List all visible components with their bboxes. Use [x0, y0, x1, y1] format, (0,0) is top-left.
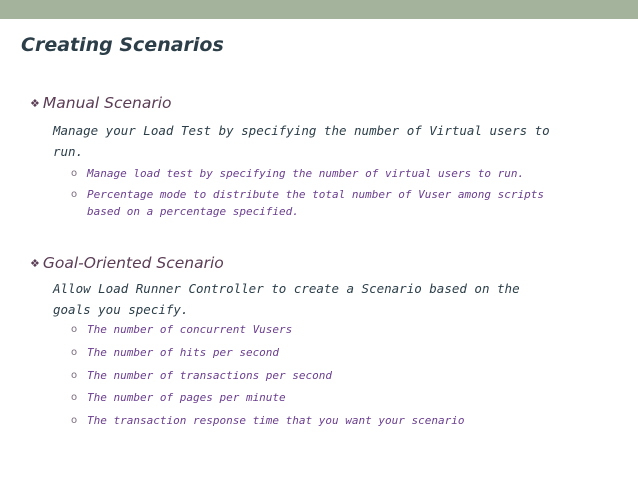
goal-scenario-description: [53, 278, 623, 320]
slide-title: Creating Scenarios: [21, 34, 224, 56]
manual-desc-line2: run.: [53, 144, 84, 159]
manual-bullet-2: [71, 186, 607, 220]
circle-bullet-icon: o: [71, 415, 78, 426]
circle-bullet-icon: o: [71, 189, 78, 200]
diamond-bullet-icon: ❖: [30, 257, 40, 270]
manual-scenario-heading: [30, 94, 172, 112]
circle-bullet-icon: o: [71, 168, 78, 179]
goal-bullet-5-text: The transaction response time that you want your scenario: [87, 414, 465, 427]
circle-bullet-icon: o: [71, 370, 78, 381]
goal-bullet-3-text: The number of transactions per second: [87, 369, 333, 382]
goal-bullet-2-text: The number of hits per second: [87, 346, 280, 359]
goal-bullet-4-text: The number of pages per minute: [87, 391, 286, 404]
diamond-bullet-icon: ❖: [30, 97, 40, 110]
goal-bullet-1-text: The number of concurrent Vusers: [87, 323, 293, 336]
goal-bullet-3: [71, 367, 333, 384]
manual-bullet-1: [71, 165, 607, 182]
header-bar: [0, 0, 638, 19]
manual-scenario-description: [53, 120, 623, 162]
manual-bullet-2-line1: Percentage mode to distribute the total number of Vuser among scripts: [87, 188, 544, 201]
goal-desc-line2: goals you specify.: [53, 302, 189, 317]
manual-bullet-1-text: Manage load test by specifying the number of virtual users to run.: [87, 167, 525, 180]
goal-bullet-1: [71, 321, 293, 338]
circle-bullet-icon: o: [71, 392, 78, 403]
goal-scenario-heading: [30, 254, 224, 272]
goal-desc-line1: Allow Load Runner Controller to create a Scenario based on the: [53, 281, 520, 296]
circle-bullet-icon: o: [71, 347, 78, 358]
goal-scenario-title: Goal-Oriented Scenario: [42, 254, 224, 272]
manual-bullet-2-line2: based on a percentage specified.: [87, 205, 299, 218]
circle-bullet-icon: o: [71, 324, 78, 335]
manual-desc-line1: Manage your Load Test by specifying the number of Virtual users to: [53, 123, 550, 138]
goal-bullet-5: [71, 412, 465, 429]
goal-bullet-2: [71, 344, 280, 361]
manual-scenario-title: Manual Scenario: [42, 94, 172, 112]
goal-bullet-4: [71, 389, 286, 406]
